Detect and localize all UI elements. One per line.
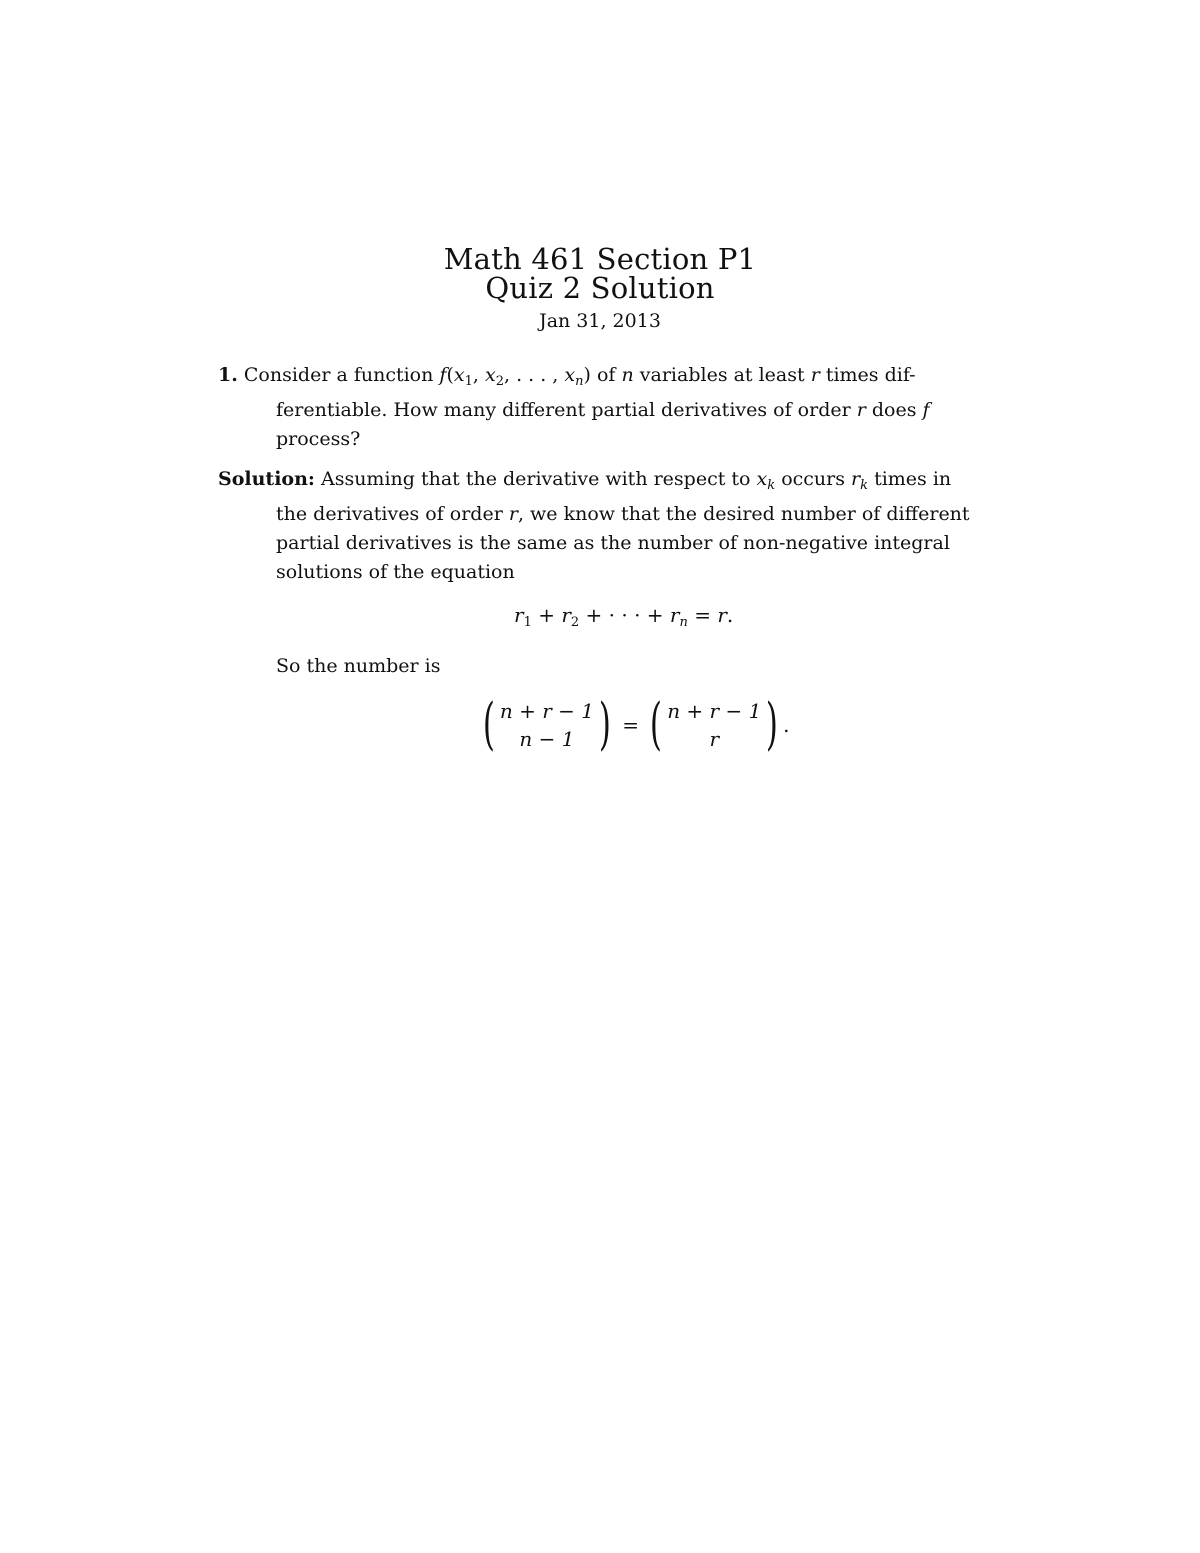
problem-text-g: process? [276, 428, 361, 450]
problem-text-d: times dif- [825, 364, 916, 386]
solution: Solution: Assuming that the derivative with respect to $x_k$ occurs $r_k$ times in the derivatives of order r, we know that the desired number of different partial derivatives is the same as the number of non-negative integral solutions of the equation [218, 468, 970, 583]
var-r-2: r [856, 399, 866, 421]
solution-text-c: times in [874, 468, 952, 490]
function-expression: f [439, 364, 447, 386]
so-text: So the number is [276, 655, 441, 677]
problem-1: 1. Consider a function $f(x_1$, $x_2$, . . . , $x_n$) of n variables at least r times dif- ferentiable. How many different partial derivatives of order r does f process? [218, 364, 930, 450]
binomial-left: ( n + r − 1 n − 1 ) [482, 692, 611, 757]
date: Jan 31, 2013 [539, 310, 661, 332]
title-line-1: Math 461 Section P1 [443, 242, 757, 276]
final-period: . [783, 713, 790, 737]
binom-left-top: n + r − 1 [499, 699, 594, 723]
solution-text-e: , we know that the desired number of different [517, 503, 970, 525]
binomial-right: ( n + r − 1 r ) [650, 692, 779, 757]
binom-right-bottom: r [709, 727, 720, 751]
problem-text-c: variables at least [639, 364, 805, 386]
problem-number: 1. [218, 364, 238, 386]
var-xk: x [756, 468, 768, 490]
var-rk: r [851, 468, 861, 490]
binom-left-bottom: n − 1 [519, 727, 575, 751]
solution-label: Solution: [218, 468, 315, 490]
var-r: r [810, 364, 820, 386]
solution-text-a: Assuming that the derivative with respect to [320, 468, 751, 490]
var-r-3: r [508, 503, 518, 525]
solution-text-f: partial derivatives is the same as the number of non-negative integral [276, 532, 950, 554]
problem-text-e: ferentiable. How many different partial derivatives of order [276, 399, 851, 421]
binomial-identity [478, 692, 790, 757]
binom-right-top: n + r − 1 [667, 699, 762, 723]
equation: $r_1 + r_2$ + · · · + $r_n = r$. [514, 603, 734, 630]
problem-text-f: does [871, 399, 917, 421]
solution-text-d: the derivatives of order [276, 503, 503, 525]
solution-text-b: occurs [781, 468, 845, 490]
solution-text-g: solutions of the equation [276, 561, 515, 583]
problem-text-b: of [596, 364, 616, 386]
var-n: n [621, 364, 634, 386]
title-line-2: Quiz 2 Solution [485, 271, 715, 305]
problem-text-a: Consider a function [243, 364, 434, 386]
equals-sign: = [622, 713, 639, 737]
var-f: f [922, 399, 930, 421]
